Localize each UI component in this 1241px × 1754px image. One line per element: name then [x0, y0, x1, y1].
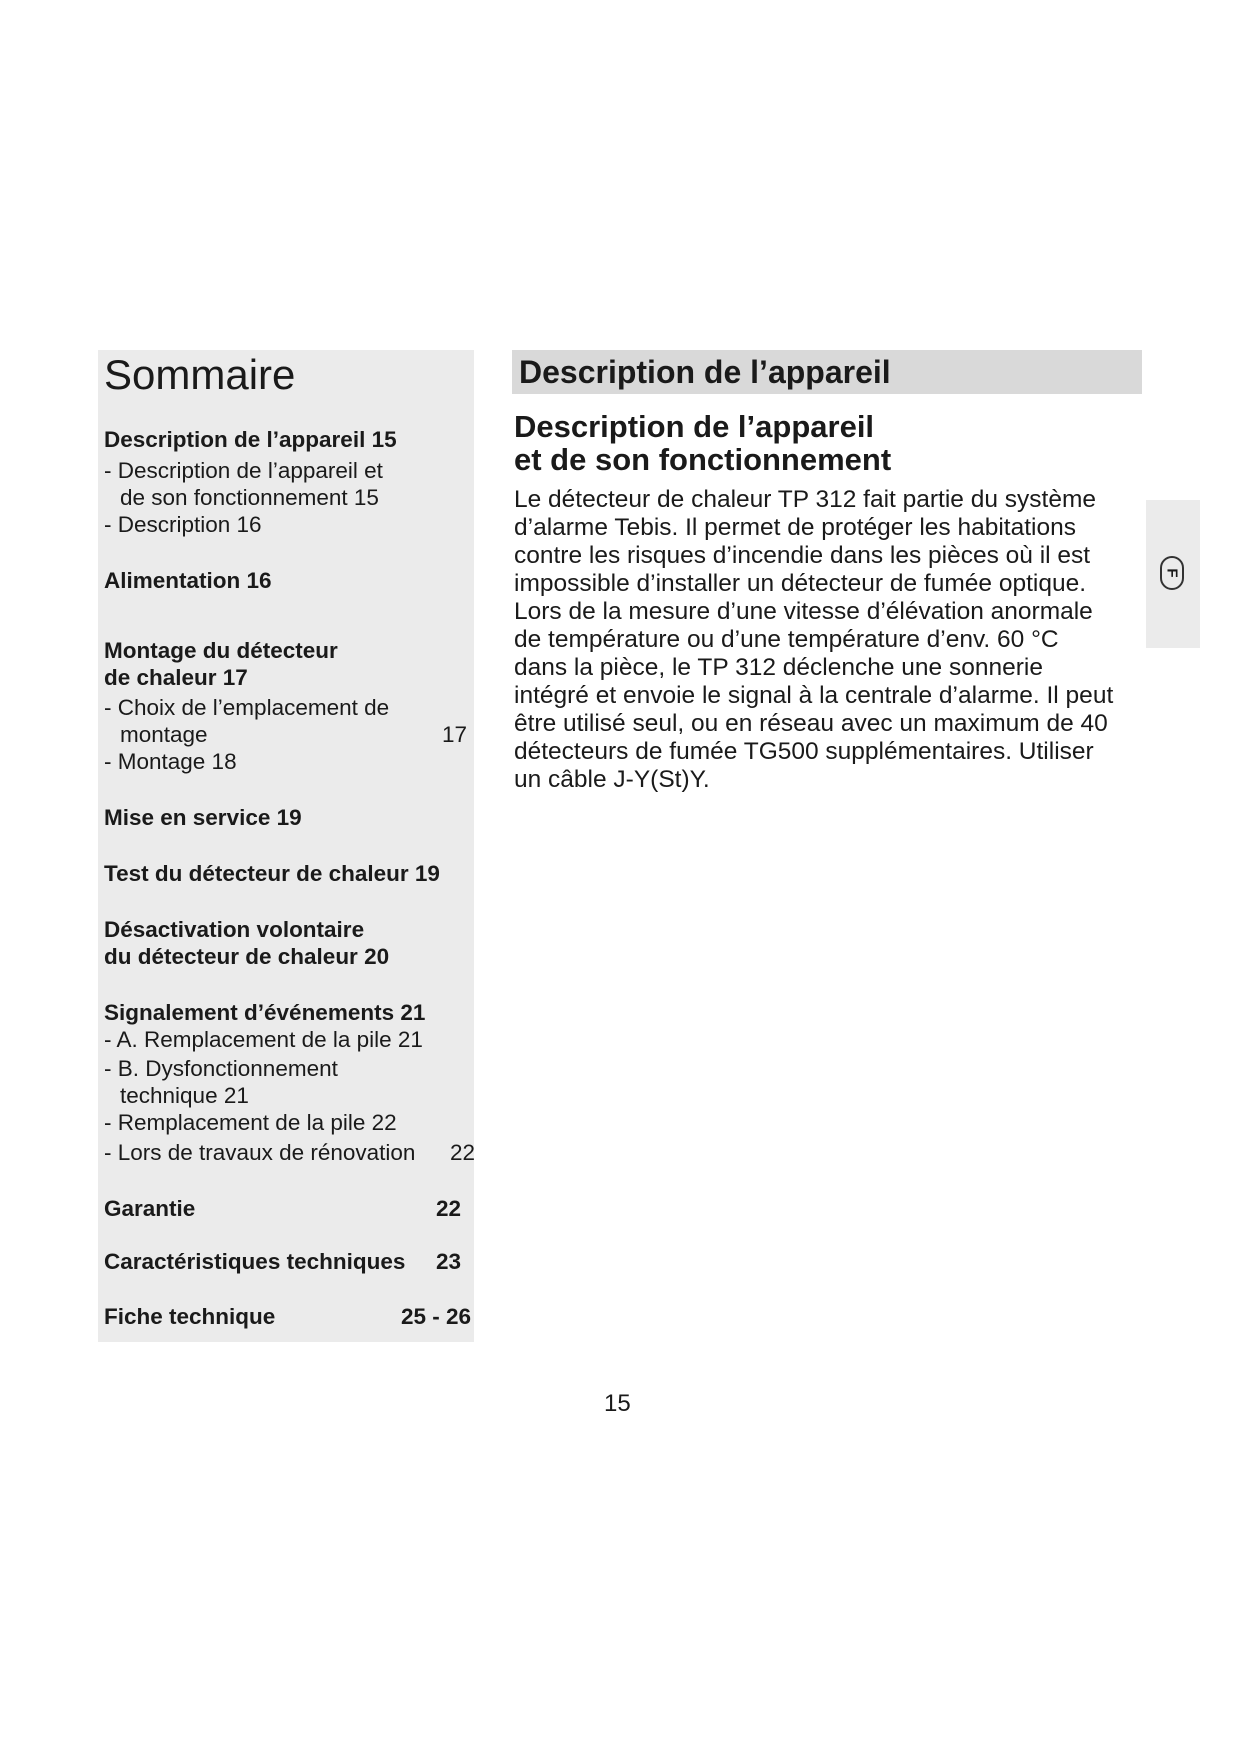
sommaire-title: Sommaire	[104, 351, 296, 398]
toc-subentry-description: - Description 16	[104, 512, 262, 537]
toc-subentry-choix-emplacement-cont: montage	[120, 722, 208, 747]
paragraph-line: un câble J-Y(St)Y.	[514, 766, 710, 793]
toc-subentry-montage: - Montage 18	[104, 749, 237, 774]
toc-entry-fiche-technique: Fiche technique	[104, 1304, 276, 1329]
toc-entry-caracteristiques: Caractéristiques techniques	[104, 1249, 406, 1274]
toc-entry-signalement: Signalement d’événements 21	[104, 1000, 426, 1025]
paragraph-line: contre les risques d’incendie dans les pièces où il est	[514, 542, 1091, 569]
toc-subentry-remplacement-pile-a: - A. Remplacement de la pile 21	[104, 1027, 423, 1052]
toc-entry-alimentation: Alimentation 16	[104, 568, 272, 593]
paragraph-line: détecteurs de fumée TG500 supplémentaires. Utiliser	[514, 738, 1094, 765]
toc-subentry-remplacement-pile: - Remplacement de la pile 22	[104, 1110, 397, 1135]
paragraph-line: d’alarme Tebis. Il permet de protéger les habitations	[514, 514, 1076, 541]
toc-subentry-dysfonctionnement-cont: technique 21	[120, 1083, 249, 1108]
toc-subentry-description-fonctionnement-cont: de son fonctionnement 15	[120, 485, 379, 510]
paragraph-line: être utilisé seul, ou en réseau avec un maximum de 40	[514, 710, 1108, 737]
toc-page-number: 25 - 26	[401, 1304, 472, 1329]
toc-entry-montage-cont: de chaleur 17	[104, 665, 248, 690]
language-indicator-icon	[1160, 556, 1184, 590]
paragraph-line: Le détecteur de chaleur TP 312 fait partie du système	[514, 486, 1097, 513]
toc-entry-montage: Montage du détecteur	[104, 638, 338, 663]
subtitle-line: Description de l’appareil	[514, 409, 875, 444]
toc-subentry-dysfonctionnement: - B. Dysfonctionnement	[104, 1056, 338, 1081]
section-header-bar	[512, 350, 1142, 394]
paragraph-line: intégré et envoie le signal à la centrale d’alarme. Il peut	[514, 682, 1114, 709]
description-paragraph	[514, 486, 1174, 794]
toc-page-number: 22	[450, 1140, 476, 1165]
toc-subentry-renovation: - Lors de travaux de rénovation	[104, 1140, 416, 1165]
toc-page-number: 22	[436, 1196, 462, 1221]
paragraph-line: impossible d’installer un détecteur de fumée optique.	[514, 570, 1087, 597]
page-number: 15	[604, 1390, 631, 1417]
section-header: Description de l’appareil	[519, 354, 891, 390]
toc-page-number: 17	[442, 722, 468, 747]
subtitle-line: et de son fonctionnement	[514, 442, 892, 477]
toc-entry-desactivation-cont: du détecteur de chaleur 20	[104, 944, 390, 969]
toc-entry-description: Description de l’appareil 15	[104, 427, 397, 452]
toc-entry-desactivation: Désactivation volontaire	[104, 917, 365, 942]
paragraph-line: dans la pièce, le TP 312 déclenche une sonnerie	[514, 654, 1043, 681]
toc-subentry-choix-emplacement: - Choix de l’emplacement de	[104, 695, 390, 720]
paragraph-line: Lors de la mesure d’une vitesse d’élévation anormale	[514, 598, 1093, 625]
paragraph-line: de température ou d’une température d’env. 60 °C	[514, 626, 1059, 653]
toc-subentry-description-fonctionnement: - Description de l’appareil et	[104, 458, 383, 483]
section-subtitle	[514, 410, 891, 476]
toc-page-number: 23	[436, 1249, 462, 1274]
toc-entry-mise-en-service: Mise en service 19	[104, 805, 302, 830]
toc-entry-garantie: Garantie	[104, 1196, 196, 1221]
table-of-contents	[98, 350, 474, 1342]
toc-entry-test: Test du détecteur de chaleur 19	[104, 861, 440, 886]
language-code: F	[1163, 568, 1181, 578]
